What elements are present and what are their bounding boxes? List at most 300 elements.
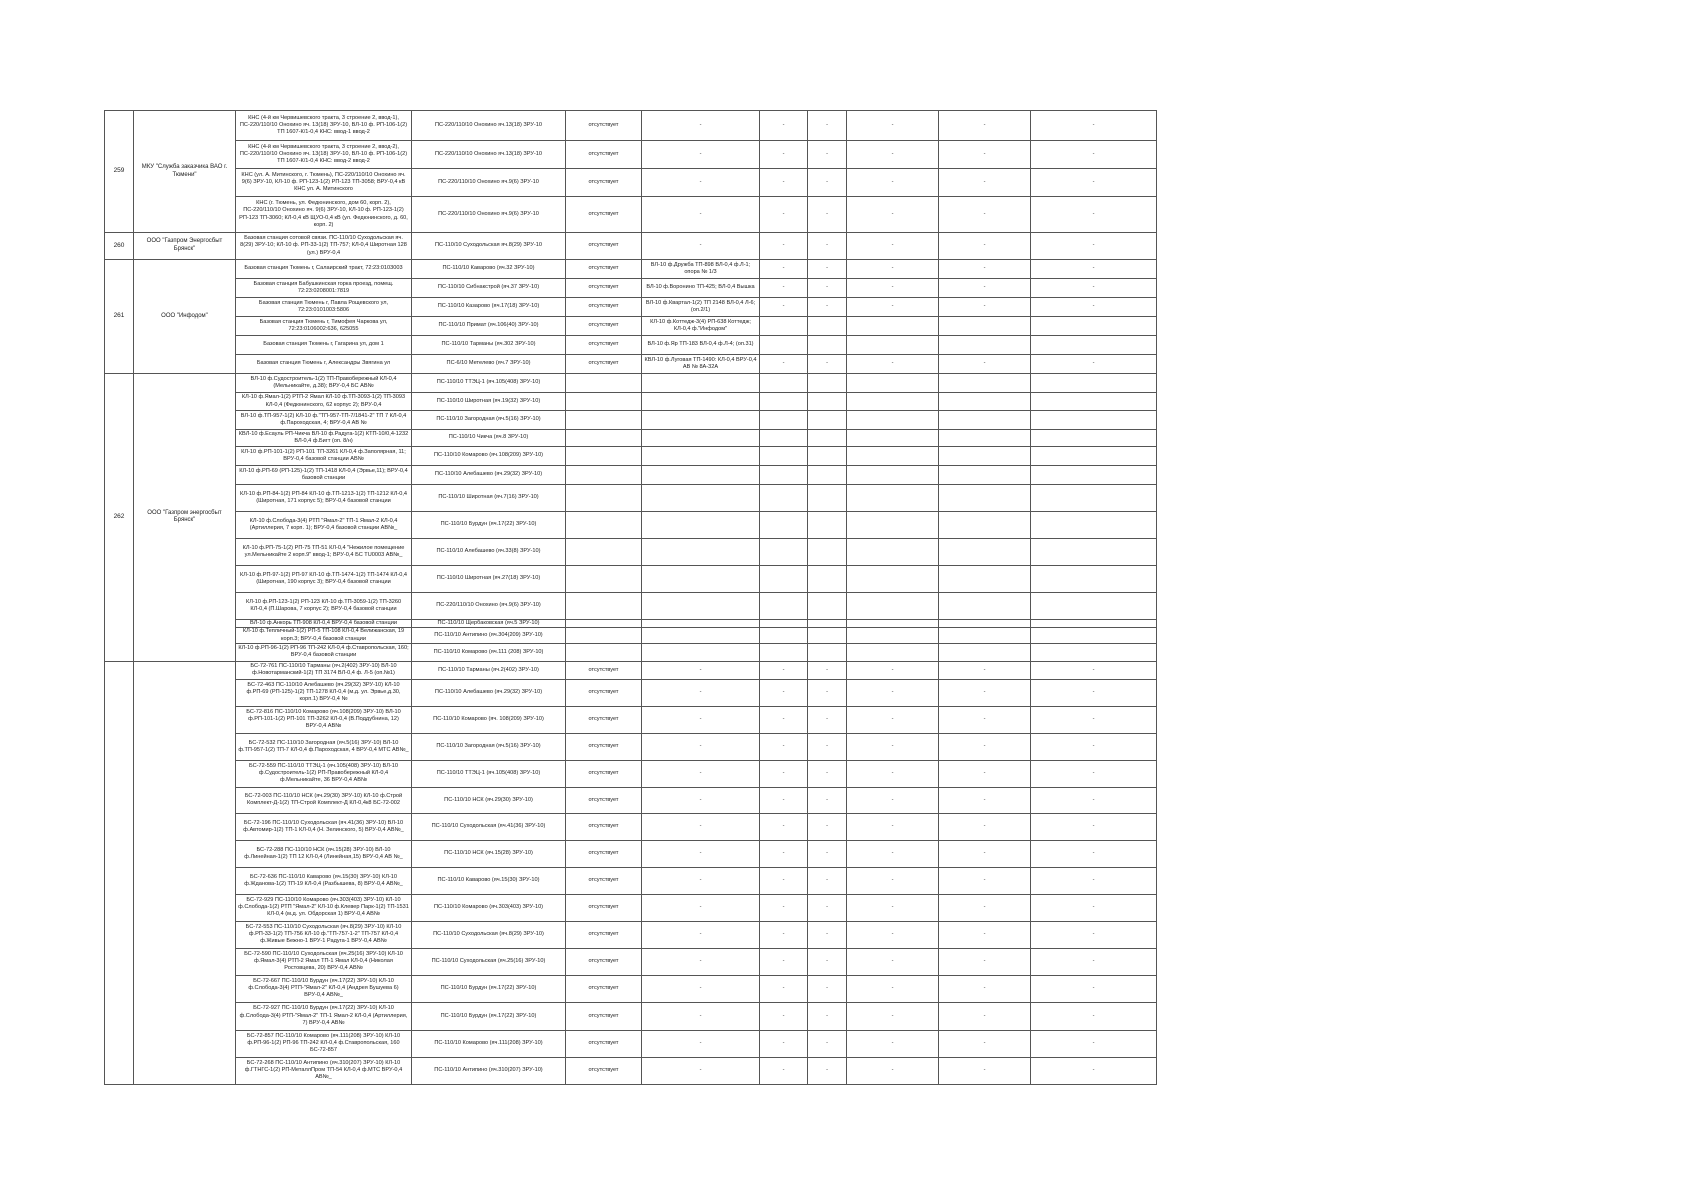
value-cell: -: [939, 169, 1031, 197]
connection-object: КВЛ-10 ф.Есауль РП-Чикча ВЛ-10 ф.Радуга-1(2) КТП-10/0,4-1232 ВЛ-0,4 ф.Бигт (оп. 8/н): [236, 430, 412, 447]
row-number: [105, 661, 134, 1084]
value-cell: [808, 336, 847, 355]
substation: ПС-110/10 Каварово (яч.32 ЗРУ-10): [412, 260, 566, 279]
connection-point: -: [642, 661, 760, 679]
organization-name: [134, 661, 236, 1084]
substation: ПС-110/10 Суходольская яч.8(29) ЗРУ-10: [412, 233, 566, 260]
status-cell: [566, 485, 642, 512]
value-cell: -: [1031, 813, 1157, 840]
connection-point: [642, 485, 760, 512]
substation: ПС-110/10 Алебашево (яч.29(32) ЗРУ-10): [412, 679, 566, 706]
status-cell: отсутствует: [566, 813, 642, 840]
connection-point: -: [642, 1030, 760, 1057]
value-cell: [808, 620, 847, 628]
value-cell: -: [760, 298, 808, 317]
connection-object: КЛ-10 ф.РП-75-1(2) РП-75 ТП-51 КЛ-0,4 "Нежилое помещение ул.Мельникайте 2 корп.9" ввод-1; ВРУ-0,4 БС TU0003 АВ№_: [236, 539, 412, 566]
connection-object: БС-72-857 ПС-110/10 Комарово (яч.111(208) ЗРУ-10) КЛ-10 ф.РП-96-1(2) РП-96 ТП-242 КЛ-0,4 ф.Ставропольская, 160 БС-72-857: [236, 1030, 412, 1057]
value-cell: -: [808, 733, 847, 760]
substation: ПС-220/110/10 Онохино яч.13(18) ЗРУ-10: [412, 141, 566, 169]
status-cell: отсутствует: [566, 169, 642, 197]
value-cell: -: [939, 840, 1031, 867]
connection-point: [642, 643, 760, 661]
value-cell: -: [760, 197, 808, 233]
connection-point: -: [642, 733, 760, 760]
table-row: [105, 1002, 1157, 1030]
connection-point: -: [642, 141, 760, 169]
value-cell: -: [847, 169, 939, 197]
connection-point: -: [642, 813, 760, 840]
value-cell: -: [847, 1057, 939, 1084]
value-cell: -: [808, 840, 847, 867]
connection-object: КНС (ул. А. Митинского, г. Тюмень), ПС-220/110/10 Онохино яч. 9(6) ЗРУ-10, КЛ-10 ф. РП-123-1(2) РП-123 ТП-3058; ВРУ-0,4 кВ КНС ул. А. Митинского: [236, 169, 412, 197]
row-number: 261: [105, 260, 134, 374]
value-cell: -: [760, 867, 808, 894]
connection-object: КЛ-10 ф.РП-97-1(2) РП-97 КЛ-10 ф.ТП-1474-1(2) ТП-1474 КЛ-0,4 (Широтная, 190 корпус 3); ВРУ-0,4 базовой станции: [236, 566, 412, 593]
connection-object: Базовая станция Тюмень г, Гагарина ул, дом 1: [236, 336, 412, 355]
value-cell: [760, 643, 808, 661]
value-cell: -: [847, 111, 939, 141]
status-cell: отсутствует: [566, 279, 642, 298]
connection-point: -: [642, 867, 760, 894]
value-cell: [939, 430, 1031, 447]
status-cell: отсутствует: [566, 141, 642, 169]
value-cell: [1031, 374, 1157, 393]
status-cell: отсутствует: [566, 298, 642, 317]
value-cell: -: [760, 975, 808, 1002]
value-cell: -: [808, 197, 847, 233]
value-cell: [1031, 628, 1157, 644]
value-cell: -: [847, 867, 939, 894]
value-cell: [939, 336, 1031, 355]
status-cell: [566, 620, 642, 628]
row-number: 260: [105, 233, 134, 260]
status-cell: [566, 466, 642, 485]
table-row: [105, 733, 1157, 760]
status-cell: отсутствует: [566, 111, 642, 141]
value-cell: -: [847, 948, 939, 975]
connection-object: БС-72-636 ПС-110/10 Каварово (яч.15(30) ЗРУ-10) КЛ-10 ф.Жданова-1(2) ТП-19 КЛ-0,4 (Разбышева, 8) ВРУ-0,4 АВ№_: [236, 867, 412, 894]
connection-point: -: [642, 760, 760, 787]
connection-object: КНС (4-й км Червишевского тракта, 3 строение 2, ввод-1), ПС-220/110/10 Онохино яч. 13(18) ЗРУ-10, ВЛ-10 ф. РП-106-1(2) ТП 1607-К/1-0,4 КНС: ввод-1 ввод-2: [236, 111, 412, 141]
value-cell: [808, 485, 847, 512]
value-cell: -: [847, 260, 939, 279]
connection-object: БС-72-816 ПС-110/10 Комарово (яч.108(209) ЗРУ-10) ВЛ-10 ф.РП-101-1(2) РП-101 ТП-3262 КЛ-0,4 (В.Поддубнина, 12) ВРУ-0,4 АВ№: [236, 706, 412, 733]
table-row: [105, 336, 1157, 355]
substation: ПС-110/10 Комарово (яч.108(209) ЗРУ-10): [412, 447, 566, 466]
value-cell: [847, 539, 939, 566]
value-cell: -: [808, 894, 847, 921]
value-cell: -: [847, 840, 939, 867]
value-cell: [847, 430, 939, 447]
value-cell: -: [939, 948, 1031, 975]
value-cell: -: [847, 298, 939, 317]
value-cell: -: [939, 661, 1031, 679]
table-row: [105, 512, 1157, 539]
status-cell: [566, 628, 642, 644]
connection-object: Базовая станция Тюмень г, Тимофея Чаркова ул, 72:23:0106002:636, 625055: [236, 317, 412, 336]
value-cell: -: [1031, 867, 1157, 894]
value-cell: -: [760, 111, 808, 141]
table-row: [105, 760, 1157, 787]
value-cell: -: [939, 141, 1031, 169]
table-row: [105, 787, 1157, 813]
value-cell: -: [1031, 1030, 1157, 1057]
value-cell: -: [808, 1057, 847, 1084]
value-cell: [808, 447, 847, 466]
value-cell: -: [760, 787, 808, 813]
table-row: [105, 485, 1157, 512]
value-cell: [808, 430, 847, 447]
value-cell: [939, 393, 1031, 411]
substation: ПС-110/10 Алебашево (яч.29(32) ЗРУ-10): [412, 466, 566, 485]
status-cell: отсутствует: [566, 733, 642, 760]
value-cell: -: [760, 1057, 808, 1084]
substation: ПС-110/10 Широтная (яч.19(32) ЗРУ-10): [412, 393, 566, 411]
connection-point: [642, 374, 760, 393]
value-cell: [1031, 512, 1157, 539]
value-cell: -: [939, 760, 1031, 787]
value-cell: [1031, 620, 1157, 628]
value-cell: -: [939, 279, 1031, 298]
value-cell: [939, 411, 1031, 430]
value-cell: -: [760, 760, 808, 787]
status-cell: отсутствует: [566, 921, 642, 948]
connection-object: Базовая станция сотовой связи. ПС-110/10 Суходольская яч. 8(29) ЗРУ-10; КЛ-10 ф. РП-33-1(2) ТП-757; КЛ-0,4 Широтная 128 (ул.) ВРУ-0,4: [236, 233, 412, 260]
value-cell: [939, 317, 1031, 336]
value-cell: [760, 593, 808, 620]
connection-point: [642, 566, 760, 593]
connection-object: КНС (4-й км Червишевского тракта, 3 строение 2, ввод-2), ПС-220/110/10 Онохино яч. 13(18) ЗРУ-10, ВЛ-10 ф. РП-106-1(2) ТП 1607-К/1-0,4 КНС: ввод-2 ввод-2: [236, 141, 412, 169]
value-cell: [808, 628, 847, 644]
value-cell: [760, 485, 808, 512]
table-row: [105, 447, 1157, 466]
value-cell: -: [808, 355, 847, 374]
organization-name: ООО "Газпром Энергосбыт Брянск": [134, 233, 236, 260]
connection-object: БС-72-196 ПС-110/10 Суходольская (яч.41(36) ЗРУ-10) ВЛ-10 ф.Автомир-1(2) ТП-1 КЛ-0,4 (Н. Зелинского, 5) ВРУ-0,4 АВ№_: [236, 813, 412, 840]
substation: ПС-110/10 Суходольская (яч.8(29) ЗРУ-10): [412, 921, 566, 948]
connection-object: КНС (г. Тюмень, ул. Федюнинского, дом 60, корп. 2), ПС-220/110/10 Онохино яч. 9(6) ЗРУ-10, КЛ-10 ф. РП-123-1(2) РП-123 ТП-3060; КЛ-0,4 кВ ЩУО-0,4 кВ (ул. Федюнинского, д. 60, корп. 2): [236, 197, 412, 233]
substation: ПС-6/10 Метелево (яч.7 ЗРУ-10): [412, 355, 566, 374]
value-cell: -: [847, 141, 939, 169]
substation: ПС-110/10 Примат (яч.106(40) ЗРУ-10): [412, 317, 566, 336]
value-cell: -: [808, 760, 847, 787]
table-row: [105, 430, 1157, 447]
table-row: [105, 393, 1157, 411]
connection-object: КЛ-10 ф.Тепличный-1(2) РП-5 ТП-108 КЛ-0,4 Велижанская, 19 корп.3; ВРУ-0,4 базовой станции: [236, 628, 412, 644]
value-cell: -: [939, 679, 1031, 706]
substation: ПС-110/10 Антипино (яч.310(207) ЗРУ-10): [412, 1057, 566, 1084]
value-cell: -: [808, 233, 847, 260]
connection-point: -: [642, 894, 760, 921]
value-cell: [939, 466, 1031, 485]
status-cell: отсутствует: [566, 355, 642, 374]
value-cell: -: [808, 661, 847, 679]
value-cell: [847, 466, 939, 485]
value-cell: -: [760, 279, 808, 298]
value-cell: [760, 393, 808, 411]
substation: ПС-110/10 Алебашево (яч.33(8) ЗРУ-10): [412, 539, 566, 566]
connection-point: -: [642, 111, 760, 141]
value-cell: -: [847, 1002, 939, 1030]
substation: ПС-110/10 НСК (яч.29(30) ЗРУ-10): [412, 787, 566, 813]
value-cell: -: [847, 679, 939, 706]
connection-point: [642, 620, 760, 628]
connection-point: ВЛ-10 ф.Квартал-1(2) ТП 2148 ВЛ-0,4 Л-6; (оп.2/1): [642, 298, 760, 317]
table-row: [105, 628, 1157, 644]
value-cell: [760, 628, 808, 644]
connection-object: КЛ-10 ф.Слобода-3(4) РТП "Ямал-2" ТП-1 Ямал-2 КЛ-0,4 (Артиллерия, 7 корп. 1); ВРУ-0,4 базовой станции АВ№_: [236, 512, 412, 539]
substation: ПС-110/10 ТТЭЦ-1 (яч.105(408) ЗРУ-10): [412, 760, 566, 787]
value-cell: -: [939, 1057, 1031, 1084]
value-cell: -: [939, 111, 1031, 141]
connection-point: [642, 393, 760, 411]
table-row: [105, 111, 1157, 141]
table-row: [105, 1030, 1157, 1057]
value-cell: -: [808, 1030, 847, 1057]
substation: ПС-220/110/10 Онохино (яч.9(6) ЗРУ-10): [412, 593, 566, 620]
value-cell: [808, 593, 847, 620]
value-cell: [1031, 317, 1157, 336]
value-cell: [847, 512, 939, 539]
value-cell: -: [939, 1002, 1031, 1030]
value-cell: -: [939, 894, 1031, 921]
status-cell: отсутствует: [566, 706, 642, 733]
value-cell: -: [760, 921, 808, 948]
value-cell: -: [808, 1002, 847, 1030]
value-cell: [939, 374, 1031, 393]
value-cell: -: [939, 1030, 1031, 1057]
value-cell: [847, 620, 939, 628]
connection-point: [642, 539, 760, 566]
table-row: [105, 466, 1157, 485]
value-cell: [847, 317, 939, 336]
connection-object: КЛ-10 ф.РП-123-1(2) РП-123 КЛ-10 ф.ТП-3059-1(2) ТП-3260 КЛ-0,4 (П.Шарова, 7 корпус 2); ВРУ-0,4 базовой станции: [236, 593, 412, 620]
value-cell: [847, 643, 939, 661]
value-cell: -: [1031, 975, 1157, 1002]
table-row: [105, 661, 1157, 679]
connection-object: БС-72-667 ПС-110/10 Бурдун (яч.17(22) ЗРУ-10) КЛ-10 ф.Слобода-3(4) РТП-"Ямал-2" КЛ-0,4 (Андрея Бушуева 6) ВРУ-0,4 АВ№_: [236, 975, 412, 1002]
table-row: [105, 948, 1157, 975]
status-cell: отсутствует: [566, 661, 642, 679]
status-cell: [566, 593, 642, 620]
table-row: [105, 620, 1157, 628]
connection-object: ВЛ-10 ф.Судостроитель-1(2) ТП-Правобережный КЛ-0,4 (Мельникайте, д.38); ВРУ-0,4 БС АВ№: [236, 374, 412, 393]
value-cell: -: [1031, 840, 1157, 867]
value-cell: [808, 466, 847, 485]
value-cell: [808, 566, 847, 593]
value-cell: -: [808, 706, 847, 733]
value-cell: [808, 374, 847, 393]
substation: ПС-110/10 Антипино (яч.304(209) ЗРУ-10): [412, 628, 566, 644]
value-cell: -: [1031, 141, 1157, 169]
equipment-table: [104, 110, 1157, 1085]
value-cell: [1031, 485, 1157, 512]
connection-point: [642, 430, 760, 447]
connection-object: БС-72-761 ПС-110/10 Тарманы (яч.2(402) ЗРУ-10) ВЛ-10 ф.Новотарманский-1(2) ТП 3174 ВЛ-0,4 ф. Л-5 (оп.№1): [236, 661, 412, 679]
status-cell: отсутствует: [566, 867, 642, 894]
value-cell: -: [939, 706, 1031, 733]
table-row: [105, 411, 1157, 430]
value-cell: -: [847, 1030, 939, 1057]
value-cell: -: [760, 813, 808, 840]
value-cell: [760, 374, 808, 393]
connection-point: -: [642, 975, 760, 1002]
status-cell: [566, 374, 642, 393]
organization-name: ООО "Инфодом": [134, 260, 236, 374]
value-cell: -: [1031, 298, 1157, 317]
substation: ПС-110/10 Комарово (яч.111(208) ЗРУ-10): [412, 1030, 566, 1057]
connection-point: -: [642, 787, 760, 813]
connection-object: БС-72-003 ПС-110/10 НСК (яч.29(30) ЗРУ-10) КЛ-10 ф.Строй Комплект-Д-1(2) ТП-Строй Комплект-Д КЛ-0,4к8 БС-72-002: [236, 787, 412, 813]
value-cell: [760, 411, 808, 430]
value-cell: -: [847, 197, 939, 233]
status-cell: [566, 393, 642, 411]
connection-point: -: [642, 706, 760, 733]
status-cell: отсутствует: [566, 948, 642, 975]
value-cell: [939, 628, 1031, 644]
value-cell: -: [760, 894, 808, 921]
status-cell: [566, 411, 642, 430]
status-cell: отсутствует: [566, 1002, 642, 1030]
value-cell: [847, 411, 939, 430]
value-cell: -: [760, 141, 808, 169]
value-cell: -: [808, 975, 847, 1002]
value-cell: [847, 374, 939, 393]
table-row: [105, 840, 1157, 867]
value-cell: -: [1031, 355, 1157, 374]
value-cell: -: [1031, 894, 1157, 921]
value-cell: -: [1031, 197, 1157, 233]
value-cell: [808, 393, 847, 411]
connection-point: -: [642, 1057, 760, 1084]
value-cell: -: [1031, 260, 1157, 279]
connection-object: БС-72-463 ПС-110/10 Алебашево (яч.29(32) ЗРУ-10) КЛ-10 ф.РП-69 (РП-125)-1(2) ТП-1278 КЛ-0,4 (м.д. ул. Эрвье,д.30, корп.1) ВРУ-0,4 №: [236, 679, 412, 706]
value-cell: -: [808, 921, 847, 948]
table-body: [105, 111, 1157, 1085]
value-cell: -: [760, 1030, 808, 1057]
value-cell: -: [1031, 679, 1157, 706]
value-cell: -: [808, 787, 847, 813]
value-cell: -: [760, 260, 808, 279]
substation: ПС-110/10 Загородная (яч.5(16) ЗРУ-10): [412, 733, 566, 760]
status-cell: [566, 512, 642, 539]
value-cell: -: [808, 867, 847, 894]
table-row: [105, 141, 1157, 169]
value-cell: [847, 447, 939, 466]
value-cell: -: [760, 840, 808, 867]
substation: ПС-220/110/10 Онохино яч.13(18) ЗРУ-10: [412, 111, 566, 141]
table-row: [105, 260, 1157, 279]
substation: ПС-110/10 Щербаковская (яч.5 ЗРУ-10): [412, 620, 566, 628]
value-cell: [1031, 466, 1157, 485]
connection-object: ВЛ-10 ф.ТП-957-1(2) КЛ-10 ф."ТП-957-ТП-7/1841-2" ТП 7 КЛ-0,4 ф.Пароходская, 4; ВРУ-0,4 АВ №: [236, 411, 412, 430]
value-cell: -: [847, 813, 939, 840]
table-row: [105, 921, 1157, 948]
value-cell: -: [939, 787, 1031, 813]
substation: ПС-110/10 Бурдун (яч.17(22) ЗРУ-10): [412, 975, 566, 1002]
row-number: 259: [105, 111, 134, 233]
value-cell: [939, 643, 1031, 661]
connection-object: КЛ-10 ф.РП-69 (РП-125)-1(2) ТП-1418 КЛ-0,4 (Эрвье,11); ВРУ-0,4 базовой станции: [236, 466, 412, 485]
connection-object: Базовая станция Тюмень г, Павла Рощевского ул, 72:23:0101003:5806: [236, 298, 412, 317]
value-cell: [760, 336, 808, 355]
value-cell: -: [847, 975, 939, 1002]
substation: ПС-110/10 Казарово (яч.17(18) ЗРУ-10): [412, 298, 566, 317]
value-cell: [808, 317, 847, 336]
status-cell: отсутствует: [566, 787, 642, 813]
value-cell: -: [939, 975, 1031, 1002]
value-cell: -: [847, 706, 939, 733]
connection-point: КЛ-10 ф.Коттедж-3(4) РП-638 Коттедж; КЛ-0,4 ф."Инфодом": [642, 317, 760, 336]
status-cell: отсутствует: [566, 894, 642, 921]
substation: ПС-110/10 Широтная (яч.7(16) ЗРУ-10): [412, 485, 566, 512]
value-cell: -: [808, 679, 847, 706]
table-row: [105, 279, 1157, 298]
status-cell: отсутствует: [566, 336, 642, 355]
value-cell: -: [760, 679, 808, 706]
value-cell: [760, 566, 808, 593]
connection-object: Базовая станция Бабушкинская горка проезд, помещ. 72:23:0208001:7819: [236, 279, 412, 298]
status-cell: отсутствует: [566, 233, 642, 260]
table-row: [105, 975, 1157, 1002]
value-cell: [1031, 593, 1157, 620]
value-cell: [760, 512, 808, 539]
connection-object: БС-72-929 ПС-110/10 Комарово (яч.303(403) ЗРУ-10) КЛ-10 ф.Слобода-1(2) РТП "Ямал-2" КЛ-10 ф.Клевер Парк-1(2) ТП-1531 КЛ-0,4 (м.д. ул. Обдорская 1) ВРУ-0,4 АВ№: [236, 894, 412, 921]
substation: ПС-110/10 Каварово (яч.15(30) ЗРУ-10): [412, 867, 566, 894]
value-cell: -: [760, 169, 808, 197]
connection-object: БС-72-590 ПС-110/10 Суходольская (яч.25(16) ЗРУ-10) КЛ-10 ф.Ямал-3(4) РТП-2 Ямал ТП-1 Ямал КЛ-0,4 (Николая Ростовцева, 20) ВРУ-0,4 АВ№: [236, 948, 412, 975]
table-row: [105, 298, 1157, 317]
substation: ПС-110/10 Сибнакстрой (яч.37 ЗРУ-10): [412, 279, 566, 298]
value-cell: -: [1031, 787, 1157, 813]
value-cell: -: [760, 948, 808, 975]
connection-point: [642, 411, 760, 430]
status-cell: [566, 566, 642, 593]
status-cell: отсутствует: [566, 840, 642, 867]
value-cell: [1031, 643, 1157, 661]
value-cell: [1031, 447, 1157, 466]
connection-point: -: [642, 679, 760, 706]
connection-object: КЛ-10 ф.РП-84-1(2) РП-84 КЛ-10 ф.ТП-1213-1(2) ТП-1212 КЛ-0,4 (Широтная, 171 корпус 5); ВРУ-0,4 базовой станции: [236, 485, 412, 512]
connection-object: КЛ-10 ф.РП-101-1(2) РП-101 ТП-3261 КЛ-0,4 ф.Заполярная, 11; ВРУ-0,4 базовой станции АВ№: [236, 447, 412, 466]
value-cell: -: [939, 260, 1031, 279]
table-row: [105, 679, 1157, 706]
value-cell: -: [847, 787, 939, 813]
connection-point: [642, 512, 760, 539]
value-cell: [847, 485, 939, 512]
table-row: [105, 317, 1157, 336]
table-row: [105, 706, 1157, 733]
value-cell: -: [847, 921, 939, 948]
substation: ПС-110/10 Комарово (яч.303(403) ЗРУ-10): [412, 894, 566, 921]
value-cell: [1031, 430, 1157, 447]
substation: ПС-110/10 Бурдун (яч.17(22) ЗРУ-10): [412, 1002, 566, 1030]
status-cell: отсутствует: [566, 197, 642, 233]
value-cell: [939, 447, 1031, 466]
value-cell: -: [847, 661, 939, 679]
substation: ПС-110/10 Бурдун (яч.17(22) ЗРУ-10): [412, 512, 566, 539]
connection-object: БС-72-268 ПС-110/10 Антипино (яч.310(207) ЗРУ-10) КЛ-10 ф.ГТНГС-1(2) РП-МеталлПром ТП-54 КЛ-0,4 ф.МТС ВРУ-0,4 АВ№_: [236, 1057, 412, 1084]
table-row: [105, 374, 1157, 393]
value-cell: [1031, 411, 1157, 430]
value-cell: [847, 593, 939, 620]
connection-point: -: [642, 840, 760, 867]
organization-name: МКУ "Служба заказчика ВАО г. Тюмени": [134, 111, 236, 233]
connection-point: ВЛ-10 ф.Яр ТП-183 ВЛ-0,4 ф.Л-4; (оп.31): [642, 336, 760, 355]
value-cell: [808, 643, 847, 661]
row-number: 262: [105, 374, 134, 662]
value-cell: -: [1031, 1002, 1157, 1030]
